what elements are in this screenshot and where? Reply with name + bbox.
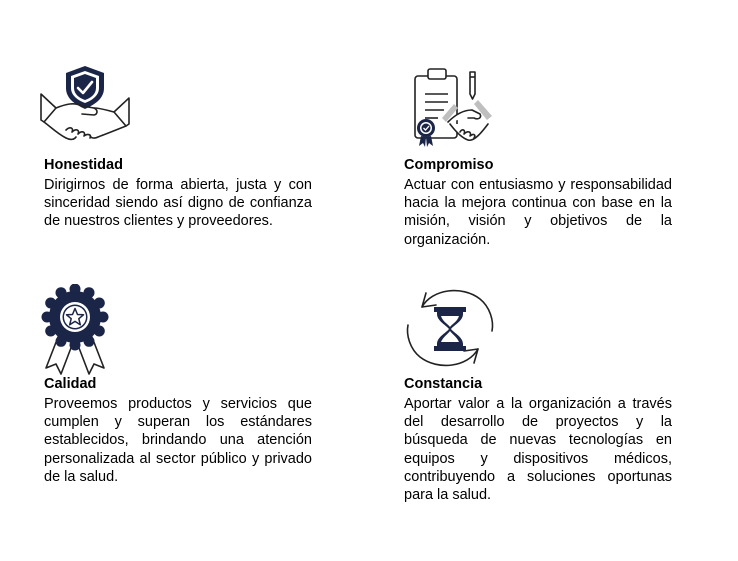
hourglass-cycle-icon [404,283,496,373]
shield-handshake-icon [40,64,132,156]
value-title: Calidad [44,376,97,392]
value-description: Dirigirnos de forma abierta, justa y con sinceridad siendo así digno de confianza de nuestros clientes y proveedores. [44,177,312,230]
value-description: Aportar valor a la organización a través del desarrollo de proyectos y la búsqueda de nuevas tecnologías en equipos y dispositivos médicos, contribuyendo a soluciones oportunas para la salud. [404,396,672,504]
value-title: Honestidad [44,157,123,173]
award-badge-icon [40,284,110,376]
value-description: Proveemos productos y servicios que cumplen y superan los estándares establecidos, brindando una atención personalizada al sector público y privado de la salud. [44,396,312,485]
value-description: Actuar con entusiasmo y responsabilidad hacia la mejora continua con base en la misión, visión y objetivos de la organización. [404,177,672,248]
value-title: Constancia [404,376,483,392]
value-title: Compromiso [404,157,494,173]
contract-handshake-icon [408,66,500,154]
